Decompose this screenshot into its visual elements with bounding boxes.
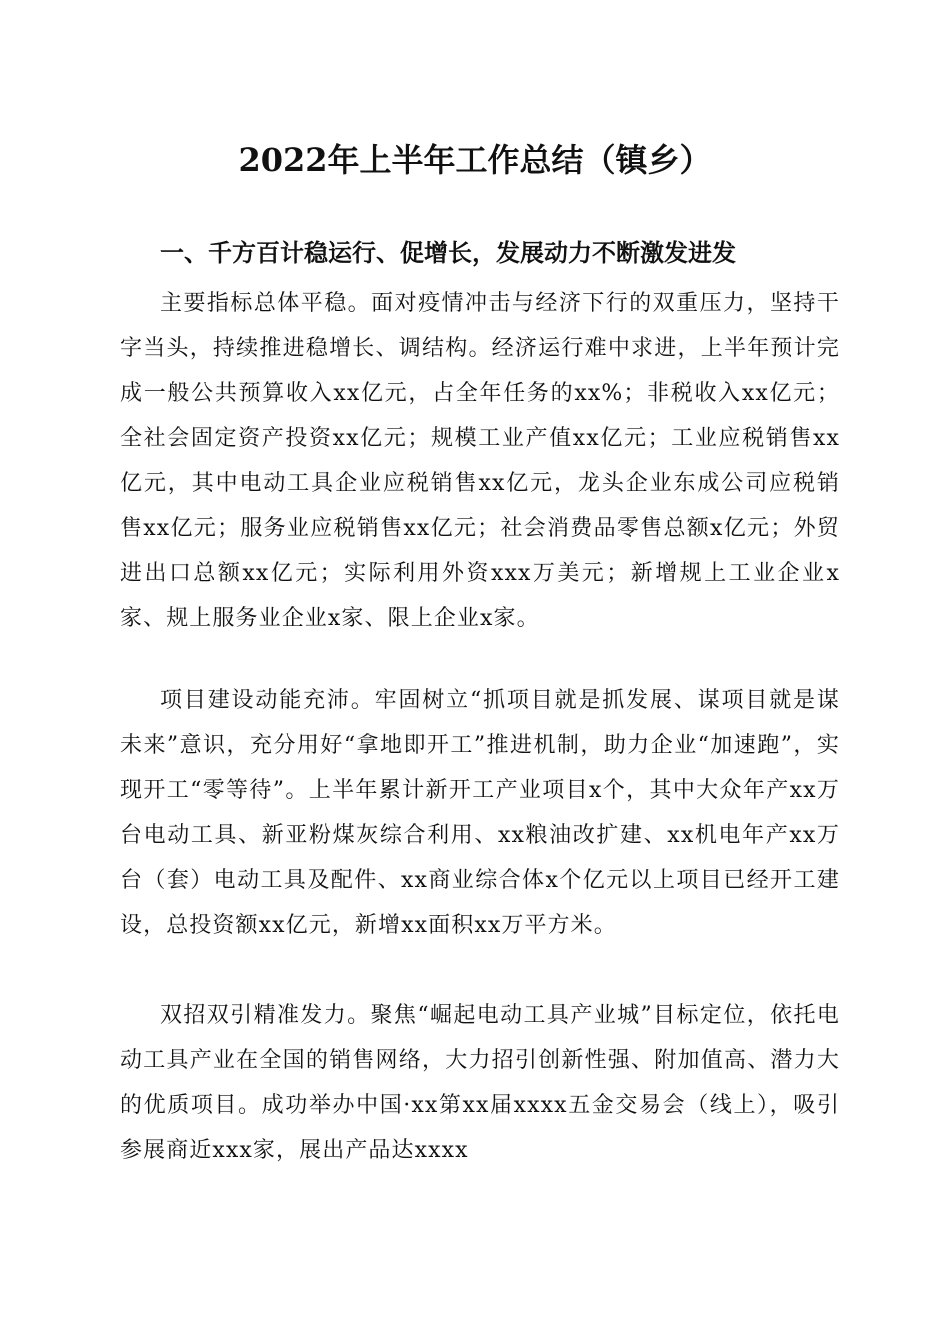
- paragraph-main-indicators: 主要指标总体平稳。面对疫情冲击与经济下行的双重压力，坚持干字当头，持续推进稳增长、调结构。经济运行难中求进，上半年预计完成一般公共预算收入xx亿元，占全年任务的xx%；非税收入xx亿元；全社会固定资产投资xx亿元；规模工业产值xx亿元；工业应税销售xx亿元，其中电动工具企业应税销售xx亿元，龙头企业东成公司应税销售xx亿元；服务业应税销售xx亿元；社会消费品零售总额x亿元；外贸进出口总额xx亿元；实际利用外资xxx万美元；新增规上工业企业x家、规上服务业企业x家、限上企业x家。: [120, 291, 840, 631]
- paragraph-project-construction: 项目建设动能充沛。牢固树立“抓项目就是抓发展、谋项目就是谋未来”意识，充分用好“拿地即开工”推进机制，助力企业“加速跑”，实现开工“零等待”。上半年累计新开工产业项目x个，其中大众年产xx万台电动工具、新亚粉煤灰综合利用、xx粮油改扩建、xx机电年产xx万台（套）电动工具及配件、xx商业综合体x个亿元以上项目已经开工建设，总投资额xx亿元，新增xx面积xx万平方米。: [120, 688, 840, 938]
- paragraph-investment-attraction: 双招双引精准发力。聚焦“崛起电动工具产业城”目标定位，依托电动工具产业在全国的销售网络，大力招引创新性强、附加值高、潜力大的优质项目。成功举办中国·xx第xx届xxxx五金交易会（线上），吸引参展商近xxx家，展出产品达xxxx: [120, 1003, 840, 1163]
- section-heading: 一、千方百计稳运行、促增长，发展动力不断激发进发: [160, 239, 736, 267]
- page-title: 2022年上半年工作总结（镇乡）: [238, 141, 712, 179]
